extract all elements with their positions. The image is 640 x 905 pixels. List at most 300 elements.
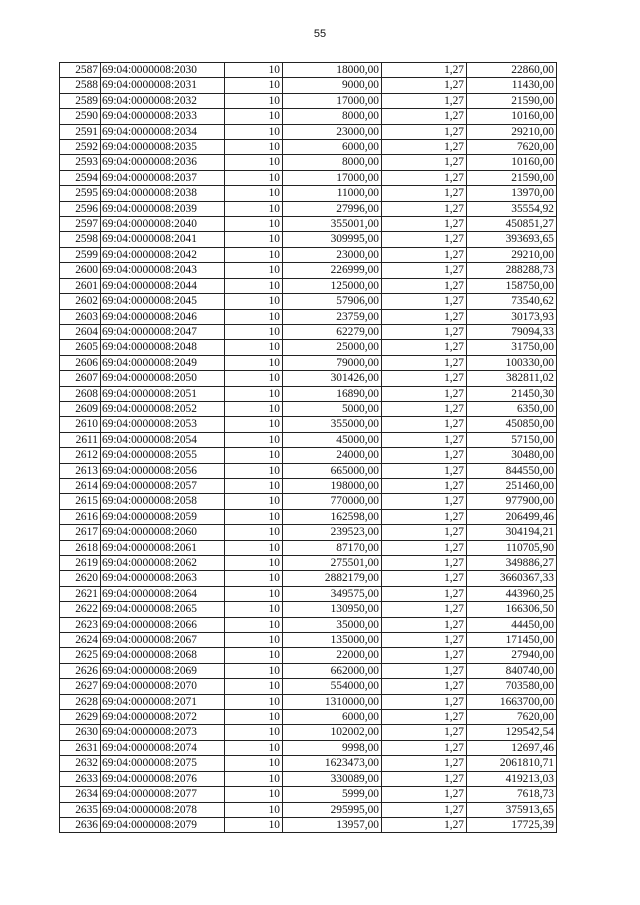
coefficient-cell: 1,27 (382, 401, 467, 416)
result-cell: 100330,00 (467, 355, 557, 370)
cadastral-number-cell: 69:04:0000008:2044 (101, 278, 225, 293)
cadastral-number-cell: 69:04:0000008:2046 (101, 309, 225, 324)
coefficient-cell: 1,27 (382, 494, 467, 509)
coefficient-cell: 1,27 (382, 633, 467, 648)
row-number-cell: 2614 (60, 478, 101, 493)
result-cell: 382811,02 (467, 371, 557, 386)
table-row (60, 494, 557, 509)
count-cell: 10 (225, 340, 283, 355)
table-row (60, 478, 557, 493)
result-cell: 110705,90 (467, 540, 557, 555)
value-cell: 6000,00 (283, 710, 382, 725)
result-cell: 7620,00 (467, 710, 557, 725)
table-row (60, 602, 557, 617)
row-number-cell: 2602 (60, 294, 101, 309)
value-cell: 198000,00 (283, 478, 382, 493)
cadastral-number-cell: 69:04:0000008:2059 (101, 509, 225, 524)
row-number-cell: 2587 (60, 63, 101, 78)
count-cell: 10 (225, 170, 283, 185)
coefficient-cell: 1,27 (382, 232, 467, 247)
count-cell: 10 (225, 432, 283, 447)
count-cell: 10 (225, 540, 283, 555)
result-cell: 27940,00 (467, 648, 557, 663)
result-cell: 7618,73 (467, 787, 557, 802)
coefficient-cell: 1,27 (382, 78, 467, 93)
count-cell: 10 (225, 63, 283, 78)
result-cell: 29210,00 (467, 124, 557, 139)
coefficient-cell: 1,27 (382, 170, 467, 185)
count-cell: 10 (225, 710, 283, 725)
table-row (60, 109, 557, 124)
table-row (60, 78, 557, 93)
count-cell: 10 (225, 217, 283, 232)
row-number-cell: 2630 (60, 725, 101, 740)
coefficient-cell: 1,27 (382, 771, 467, 786)
coefficient-cell: 1,27 (382, 571, 467, 586)
table-row (60, 694, 557, 709)
value-cell: 17000,00 (283, 93, 382, 108)
count-cell: 10 (225, 140, 283, 155)
cadastral-number-cell: 69:04:0000008:2077 (101, 787, 225, 802)
value-cell: 662000,00 (283, 663, 382, 678)
result-cell: 977900,00 (467, 494, 557, 509)
count-cell: 10 (225, 478, 283, 493)
result-cell: 1663700,00 (467, 694, 557, 709)
coefficient-cell: 1,27 (382, 663, 467, 678)
table-row (60, 448, 557, 463)
count-cell: 10 (225, 401, 283, 416)
table-row (60, 294, 557, 309)
cadastral-number-cell: 69:04:0000008:2030 (101, 63, 225, 78)
coefficient-cell: 1,27 (382, 817, 467, 832)
coefficient-cell: 1,27 (382, 247, 467, 262)
table-row (60, 324, 557, 339)
coefficient-cell: 1,27 (382, 63, 467, 78)
value-cell: 309995,00 (283, 232, 382, 247)
coefficient-cell: 1,27 (382, 787, 467, 802)
value-cell: 27996,00 (283, 201, 382, 216)
cadastral-number-cell: 69:04:0000008:2035 (101, 140, 225, 155)
value-cell: 355000,00 (283, 417, 382, 432)
count-cell: 10 (225, 633, 283, 648)
count-cell: 10 (225, 263, 283, 278)
cadastral-number-cell: 69:04:0000008:2051 (101, 386, 225, 401)
cadastral-number-cell: 69:04:0000008:2034 (101, 124, 225, 139)
row-number-cell: 2600 (60, 263, 101, 278)
table-row (60, 648, 557, 663)
value-cell: 5999,00 (283, 787, 382, 802)
row-number-cell: 2626 (60, 663, 101, 678)
value-cell: 25000,00 (283, 340, 382, 355)
row-number-cell: 2591 (60, 124, 101, 139)
value-cell: 2882179,00 (283, 571, 382, 586)
row-number-cell: 2623 (60, 617, 101, 632)
value-cell: 130950,00 (283, 602, 382, 617)
table-row (60, 155, 557, 170)
cadastral-number-cell: 69:04:0000008:2066 (101, 617, 225, 632)
cadastral-number-cell: 69:04:0000008:2070 (101, 679, 225, 694)
result-cell: 840740,00 (467, 663, 557, 678)
count-cell: 10 (225, 556, 283, 571)
coefficient-cell: 1,27 (382, 124, 467, 139)
count-cell: 10 (225, 186, 283, 201)
count-cell: 10 (225, 740, 283, 755)
cadastral-number-cell: 69:04:0000008:2033 (101, 109, 225, 124)
coefficient-cell: 1,27 (382, 478, 467, 493)
row-number-cell: 2592 (60, 140, 101, 155)
cadastral-table (59, 62, 557, 833)
cadastral-number-cell: 69:04:0000008:2062 (101, 556, 225, 571)
coefficient-cell: 1,27 (382, 525, 467, 540)
count-cell: 10 (225, 417, 283, 432)
cadastral-number-cell: 69:04:0000008:2031 (101, 78, 225, 93)
result-cell: 22860,00 (467, 63, 557, 78)
table-row (60, 232, 557, 247)
table-row (60, 401, 557, 416)
row-number-cell: 2609 (60, 401, 101, 416)
value-cell: 125000,00 (283, 278, 382, 293)
coefficient-cell: 1,27 (382, 694, 467, 709)
cadastral-number-cell: 69:04:0000008:2045 (101, 294, 225, 309)
table-row (60, 617, 557, 632)
coefficient-cell: 1,27 (382, 140, 467, 155)
coefficient-cell: 1,27 (382, 278, 467, 293)
table-row (60, 355, 557, 370)
result-cell: 7620,00 (467, 140, 557, 155)
table-row (60, 263, 557, 278)
value-cell: 275501,00 (283, 556, 382, 571)
row-number-cell: 2620 (60, 571, 101, 586)
result-cell: 703580,00 (467, 679, 557, 694)
row-number-cell: 2621 (60, 586, 101, 601)
row-number-cell: 2619 (60, 556, 101, 571)
result-cell: 393693,65 (467, 232, 557, 247)
count-cell: 10 (225, 355, 283, 370)
table-row (60, 756, 557, 771)
table-row (60, 710, 557, 725)
value-cell: 301426,00 (283, 371, 382, 386)
row-number-cell: 2608 (60, 386, 101, 401)
row-number-cell: 2618 (60, 540, 101, 555)
row-number-cell: 2628 (60, 694, 101, 709)
table-row (60, 571, 557, 586)
coefficient-cell: 1,27 (382, 556, 467, 571)
coefficient-cell: 1,27 (382, 463, 467, 478)
row-number-cell: 2605 (60, 340, 101, 355)
coefficient-cell: 1,27 (382, 186, 467, 201)
row-number-cell: 2627 (60, 679, 101, 694)
row-number-cell: 2622 (60, 602, 101, 617)
result-cell: 10160,00 (467, 109, 557, 124)
cadastral-number-cell: 69:04:0000008:2056 (101, 463, 225, 478)
value-cell: 57906,00 (283, 294, 382, 309)
row-number-cell: 2589 (60, 93, 101, 108)
coefficient-cell: 1,27 (382, 386, 467, 401)
coefficient-cell: 1,27 (382, 263, 467, 278)
result-cell: 158750,00 (467, 278, 557, 293)
count-cell: 10 (225, 124, 283, 139)
result-cell: 57150,00 (467, 432, 557, 447)
result-cell: 29210,00 (467, 247, 557, 262)
row-number-cell: 2603 (60, 309, 101, 324)
table-row (60, 509, 557, 524)
count-cell: 10 (225, 201, 283, 216)
value-cell: 8000,00 (283, 155, 382, 170)
table-row (60, 540, 557, 555)
value-cell: 102002,00 (283, 725, 382, 740)
count-cell: 10 (225, 386, 283, 401)
result-cell: 11430,00 (467, 78, 557, 93)
count-cell: 10 (225, 294, 283, 309)
count-cell: 10 (225, 324, 283, 339)
value-cell: 23000,00 (283, 124, 382, 139)
value-cell: 87170,00 (283, 540, 382, 555)
coefficient-cell: 1,27 (382, 432, 467, 447)
cadastral-number-cell: 69:04:0000008:2064 (101, 586, 225, 601)
row-number-cell: 2598 (60, 232, 101, 247)
cadastral-number-cell: 69:04:0000008:2061 (101, 540, 225, 555)
table-row (60, 93, 557, 108)
cadastral-number-cell: 69:04:0000008:2074 (101, 740, 225, 755)
coefficient-cell: 1,27 (382, 340, 467, 355)
result-cell: 6350,00 (467, 401, 557, 416)
result-cell: 30173,93 (467, 309, 557, 324)
cadastral-number-cell: 69:04:0000008:2071 (101, 694, 225, 709)
count-cell: 10 (225, 309, 283, 324)
result-cell: 450850,00 (467, 417, 557, 432)
cadastral-number-cell: 69:04:0000008:2037 (101, 170, 225, 185)
cadastral-number-cell: 69:04:0000008:2075 (101, 756, 225, 771)
row-number-cell: 2610 (60, 417, 101, 432)
row-number-cell: 2625 (60, 648, 101, 663)
cadastral-number-cell: 69:04:0000008:2042 (101, 247, 225, 262)
table-row (60, 740, 557, 755)
coefficient-cell: 1,27 (382, 756, 467, 771)
row-number-cell: 2633 (60, 771, 101, 786)
cadastral-number-cell: 69:04:0000008:2067 (101, 633, 225, 648)
coefficient-cell: 1,27 (382, 648, 467, 663)
value-cell: 6000,00 (283, 140, 382, 155)
coefficient-cell: 1,27 (382, 679, 467, 694)
row-number-cell: 2612 (60, 448, 101, 463)
coefficient-cell: 1,27 (382, 294, 467, 309)
value-cell: 226999,00 (283, 263, 382, 278)
coefficient-cell: 1,27 (382, 371, 467, 386)
value-cell: 23000,00 (283, 247, 382, 262)
result-cell: 30480,00 (467, 448, 557, 463)
value-cell: 162598,00 (283, 509, 382, 524)
row-number-cell: 2604 (60, 324, 101, 339)
table-row (60, 787, 557, 802)
count-cell: 10 (225, 756, 283, 771)
result-cell: 2061810,71 (467, 756, 557, 771)
value-cell: 11000,00 (283, 186, 382, 201)
table-row (60, 725, 557, 740)
table-row (60, 556, 557, 571)
result-cell: 251460,00 (467, 478, 557, 493)
count-cell: 10 (225, 371, 283, 386)
cadastral-number-cell: 69:04:0000008:2058 (101, 494, 225, 509)
table-row (60, 371, 557, 386)
row-number-cell: 2599 (60, 247, 101, 262)
coefficient-cell: 1,27 (382, 109, 467, 124)
row-number-cell: 2615 (60, 494, 101, 509)
count-cell: 10 (225, 494, 283, 509)
value-cell: 554000,00 (283, 679, 382, 694)
result-cell: 419213,03 (467, 771, 557, 786)
row-number-cell: 2594 (60, 170, 101, 185)
row-number-cell: 2606 (60, 355, 101, 370)
count-cell: 10 (225, 509, 283, 524)
count-cell: 10 (225, 679, 283, 694)
page-number: 55 (313, 28, 327, 40)
coefficient-cell: 1,27 (382, 617, 467, 632)
count-cell: 10 (225, 525, 283, 540)
result-cell: 35554,92 (467, 201, 557, 216)
coefficient-cell: 1,27 (382, 201, 467, 216)
row-number-cell: 2595 (60, 186, 101, 201)
coefficient-cell: 1,27 (382, 155, 467, 170)
cadastral-number-cell: 69:04:0000008:2079 (101, 817, 225, 832)
coefficient-cell: 1,27 (382, 509, 467, 524)
value-cell: 18000,00 (283, 63, 382, 78)
count-cell: 10 (225, 787, 283, 802)
result-cell: 375913,65 (467, 802, 557, 817)
coefficient-cell: 1,27 (382, 355, 467, 370)
count-cell: 10 (225, 586, 283, 601)
value-cell: 330089,00 (283, 771, 382, 786)
result-cell: 10160,00 (467, 155, 557, 170)
value-cell: 349575,00 (283, 586, 382, 601)
coefficient-cell: 1,27 (382, 93, 467, 108)
result-cell: 17725,39 (467, 817, 557, 832)
cadastral-number-cell: 69:04:0000008:2047 (101, 324, 225, 339)
cadastral-number-cell: 69:04:0000008:2053 (101, 417, 225, 432)
cadastral-number-cell: 69:04:0000008:2057 (101, 478, 225, 493)
count-cell: 10 (225, 617, 283, 632)
table-row (60, 771, 557, 786)
row-number-cell: 2601 (60, 278, 101, 293)
value-cell: 665000,00 (283, 463, 382, 478)
value-cell: 23759,00 (283, 309, 382, 324)
table-row (60, 802, 557, 817)
result-cell: 79094,33 (467, 324, 557, 339)
coefficient-cell: 1,27 (382, 725, 467, 740)
value-cell: 8000,00 (283, 109, 382, 124)
coefficient-cell: 1,27 (382, 740, 467, 755)
value-cell: 62279,00 (283, 324, 382, 339)
coefficient-cell: 1,27 (382, 802, 467, 817)
table-row (60, 463, 557, 478)
result-cell: 31750,00 (467, 340, 557, 355)
row-number-cell: 2629 (60, 710, 101, 725)
row-number-cell: 2616 (60, 509, 101, 524)
table-row (60, 417, 557, 432)
result-cell: 13970,00 (467, 186, 557, 201)
value-cell: 24000,00 (283, 448, 382, 463)
table-row (60, 217, 557, 232)
count-cell: 10 (225, 463, 283, 478)
count-cell: 10 (225, 602, 283, 617)
value-cell: 355001,00 (283, 217, 382, 232)
result-cell: 12697,46 (467, 740, 557, 755)
value-cell: 22000,00 (283, 648, 382, 663)
value-cell: 13957,00 (283, 817, 382, 832)
coefficient-cell: 1,27 (382, 586, 467, 601)
count-cell: 10 (225, 694, 283, 709)
table-row (60, 63, 557, 78)
row-number-cell: 2636 (60, 817, 101, 832)
table-row (60, 201, 557, 216)
coefficient-cell: 1,27 (382, 417, 467, 432)
table-row (60, 278, 557, 293)
cadastral-number-cell: 69:04:0000008:2078 (101, 802, 225, 817)
value-cell: 9000,00 (283, 78, 382, 93)
cadastral-number-cell: 69:04:0000008:2072 (101, 710, 225, 725)
table-row (60, 309, 557, 324)
cadastral-number-cell: 69:04:0000008:2040 (101, 217, 225, 232)
count-cell: 10 (225, 448, 283, 463)
result-cell: 304194,21 (467, 525, 557, 540)
coefficient-cell: 1,27 (382, 710, 467, 725)
cadastral-number-cell: 69:04:0000008:2060 (101, 525, 225, 540)
count-cell: 10 (225, 663, 283, 678)
count-cell: 10 (225, 155, 283, 170)
table-body (60, 63, 557, 833)
table-row (60, 247, 557, 262)
cadastral-number-cell: 69:04:0000008:2069 (101, 663, 225, 678)
count-cell: 10 (225, 232, 283, 247)
row-number-cell: 2624 (60, 633, 101, 648)
cadastral-number-cell: 69:04:0000008:2054 (101, 432, 225, 447)
result-cell: 450851,27 (467, 217, 557, 232)
coefficient-cell: 1,27 (382, 217, 467, 232)
cadastral-number-cell: 69:04:0000008:2036 (101, 155, 225, 170)
result-cell: 3660367,33 (467, 571, 557, 586)
count-cell: 10 (225, 802, 283, 817)
count-cell: 10 (225, 817, 283, 832)
value-cell: 239523,00 (283, 525, 382, 540)
row-number-cell: 2593 (60, 155, 101, 170)
table-row (60, 633, 557, 648)
count-cell: 10 (225, 648, 283, 663)
row-number-cell: 2590 (60, 109, 101, 124)
result-cell: 166306,50 (467, 602, 557, 617)
row-number-cell: 2632 (60, 756, 101, 771)
value-cell: 35000,00 (283, 617, 382, 632)
table-row (60, 124, 557, 139)
table-row (60, 679, 557, 694)
result-cell: 44450,00 (467, 617, 557, 632)
coefficient-cell: 1,27 (382, 309, 467, 324)
count-cell: 10 (225, 725, 283, 740)
cadastral-number-cell: 69:04:0000008:2073 (101, 725, 225, 740)
coefficient-cell: 1,27 (382, 602, 467, 617)
row-number-cell: 2617 (60, 525, 101, 540)
cadastral-number-cell: 69:04:0000008:2076 (101, 771, 225, 786)
cadastral-number-cell: 69:04:0000008:2055 (101, 448, 225, 463)
count-cell: 10 (225, 771, 283, 786)
count-cell: 10 (225, 247, 283, 262)
value-cell: 9998,00 (283, 740, 382, 755)
coefficient-cell: 1,27 (382, 540, 467, 555)
result-cell: 73540,62 (467, 294, 557, 309)
cadastral-number-cell: 69:04:0000008:2041 (101, 232, 225, 247)
result-cell: 349886,27 (467, 556, 557, 571)
table-row (60, 586, 557, 601)
result-cell: 171450,00 (467, 633, 557, 648)
cadastral-number-cell: 69:04:0000008:2050 (101, 371, 225, 386)
